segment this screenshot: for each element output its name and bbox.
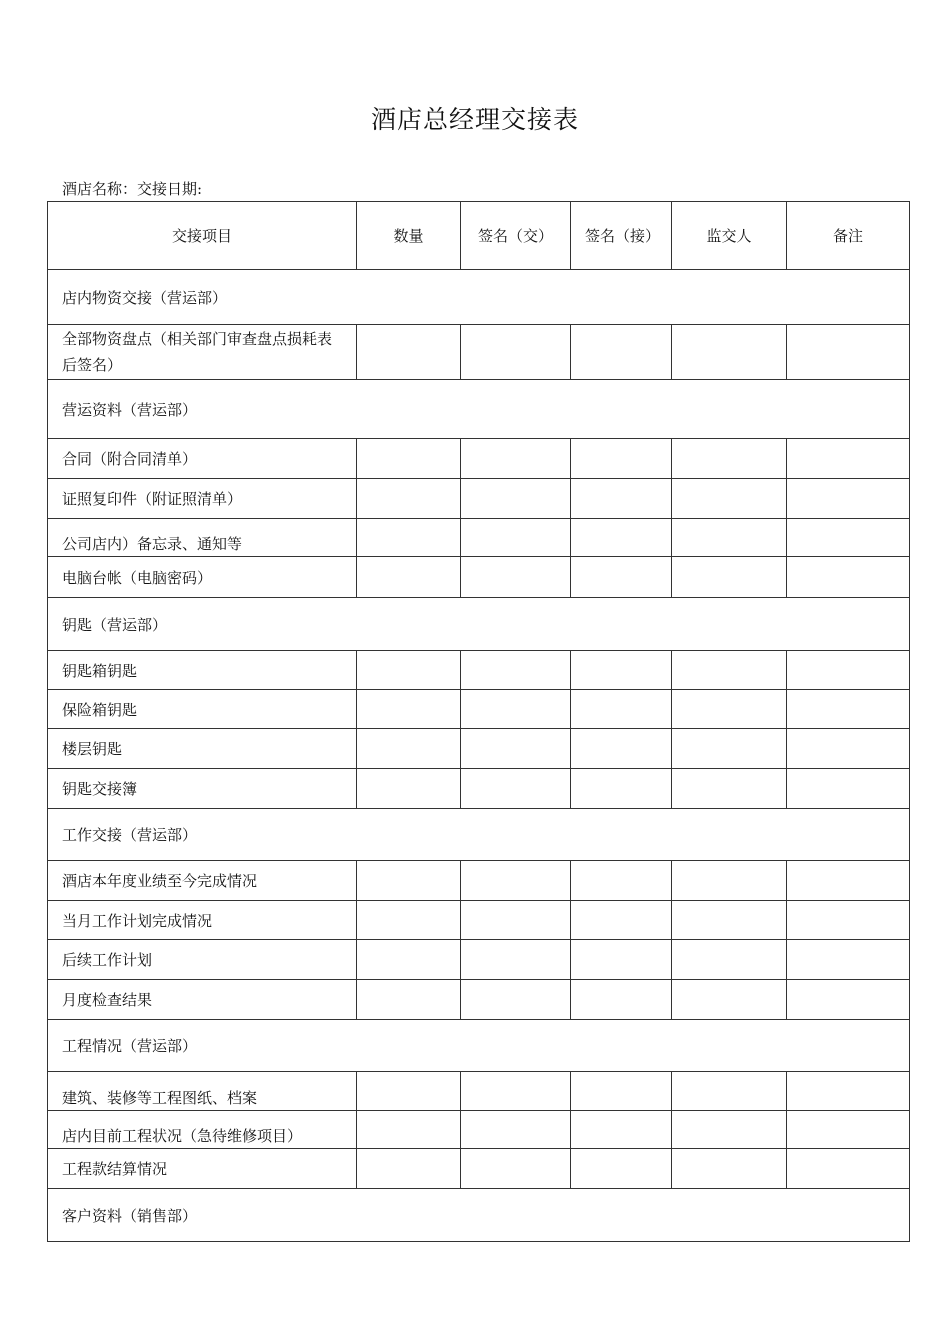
quantity-cell[interactable]	[357, 651, 461, 690]
table-row	[48, 439, 910, 479]
quantity-cell[interactable]	[357, 980, 461, 1020]
supervisor-cell[interactable]	[672, 439, 787, 479]
sign-receive-cell[interactable]	[571, 557, 672, 598]
remarks-cell[interactable]	[787, 519, 910, 557]
item-label: 合同（附合同清单）	[48, 439, 357, 479]
table-row	[48, 901, 910, 940]
item-label: 保险箱钥匙	[48, 690, 357, 729]
sign-hand-over-cell[interactable]	[461, 690, 571, 729]
table-row	[48, 940, 910, 980]
header-supervisor: 监交人	[672, 202, 787, 270]
item-label: 工程款结算情况	[48, 1149, 357, 1189]
remarks-cell[interactable]	[787, 901, 910, 940]
remarks-cell[interactable]	[787, 479, 910, 519]
remarks-cell[interactable]	[787, 1149, 910, 1189]
sign-receive-cell[interactable]	[571, 690, 672, 729]
sign-receive-cell[interactable]	[571, 861, 672, 901]
page-title: 酒店总经理交接表	[370, 105, 579, 134]
table-row	[48, 1072, 910, 1111]
quantity-cell[interactable]	[357, 690, 461, 729]
item-label: 月度检查结果	[48, 980, 357, 1020]
sign-hand-over-cell[interactable]	[461, 940, 571, 980]
sign-receive-cell[interactable]	[571, 439, 672, 479]
remarks-cell[interactable]	[787, 940, 910, 980]
supervisor-cell[interactable]	[672, 1072, 787, 1111]
quantity-cell[interactable]	[357, 1072, 461, 1111]
sign-hand-over-cell[interactable]	[461, 557, 571, 598]
sign-hand-over-cell[interactable]	[461, 901, 571, 940]
sign-receive-cell[interactable]	[571, 729, 672, 769]
table-row	[48, 519, 910, 557]
table-row	[48, 690, 910, 729]
sign-receive-cell[interactable]	[571, 519, 672, 557]
table-row	[48, 729, 910, 769]
quantity-cell[interactable]	[357, 325, 461, 380]
supervisor-cell[interactable]	[672, 901, 787, 940]
section-row	[48, 809, 910, 861]
table-row	[48, 325, 910, 380]
sign-hand-over-cell[interactable]	[461, 1072, 571, 1111]
header-sign-receive: 签名（接）	[571, 202, 672, 270]
header-remarks: 备注	[787, 202, 910, 270]
sign-hand-over-cell[interactable]	[461, 729, 571, 769]
section-label: 客户资料（销售部）	[48, 1189, 910, 1242]
item-label: 电脑台帐（电脑密码）	[48, 557, 357, 598]
supervisor-cell[interactable]	[672, 325, 787, 380]
supervisor-cell[interactable]	[672, 519, 787, 557]
sign-receive-cell[interactable]	[571, 769, 672, 809]
item-label: 店内目前工程状况（急待维修项目）	[48, 1111, 357, 1149]
sign-hand-over-cell[interactable]	[461, 861, 571, 901]
header-row	[48, 202, 910, 270]
item-label: 当月工作计划完成情况	[48, 901, 357, 940]
remarks-cell[interactable]	[787, 861, 910, 901]
sign-receive-cell[interactable]	[571, 651, 672, 690]
remarks-cell[interactable]	[787, 1072, 910, 1111]
remarks-cell[interactable]	[787, 651, 910, 690]
header-quantity: 数量	[357, 202, 461, 270]
item-label: 楼层钥匙	[48, 729, 357, 769]
supervisor-cell[interactable]	[672, 1111, 787, 1149]
table-row	[48, 769, 910, 809]
sign-receive-cell[interactable]	[571, 325, 672, 380]
quantity-cell[interactable]	[357, 901, 461, 940]
remarks-cell[interactable]	[787, 980, 910, 1020]
supervisor-cell[interactable]	[672, 980, 787, 1020]
sign-hand-over-cell[interactable]	[461, 980, 571, 1020]
quantity-cell[interactable]	[357, 1149, 461, 1189]
supervisor-cell[interactable]	[672, 769, 787, 809]
quantity-cell[interactable]	[357, 439, 461, 479]
supervisor-cell[interactable]	[672, 651, 787, 690]
sign-hand-over-cell[interactable]	[461, 325, 571, 380]
remarks-cell[interactable]	[787, 557, 910, 598]
sign-hand-over-cell[interactable]	[461, 1111, 571, 1149]
quantity-cell[interactable]	[357, 940, 461, 980]
supervisor-cell[interactable]	[672, 557, 787, 598]
hotel-name-date-line: 酒店名称：交接日期:	[62, 180, 203, 198]
table-row	[48, 651, 910, 690]
table-row	[48, 557, 910, 598]
supervisor-cell[interactable]	[672, 690, 787, 729]
item-label: 后续工作计划	[48, 940, 357, 980]
header-sign-hand-over: 签名（交）	[461, 202, 571, 270]
quantity-cell[interactable]	[357, 479, 461, 519]
sign-hand-over-cell[interactable]	[461, 439, 571, 479]
sign-hand-over-cell[interactable]	[461, 519, 571, 557]
section-label: 店内物资交接（营运部）	[48, 270, 910, 325]
item-label: 酒店本年度业绩至今完成情况	[48, 861, 357, 901]
section-label: 工作交接（营运部）	[48, 809, 910, 861]
supervisor-cell[interactable]	[672, 1149, 787, 1189]
sign-hand-over-cell[interactable]	[461, 651, 571, 690]
item-label: 建筑、装修等工程图纸、档案	[48, 1072, 357, 1111]
section-label: 营运资料（营运部）	[48, 380, 910, 439]
remarks-cell[interactable]	[787, 1111, 910, 1149]
supervisor-cell[interactable]	[672, 861, 787, 901]
sign-receive-cell[interactable]	[571, 1111, 672, 1149]
table-row	[48, 1111, 910, 1149]
quantity-cell[interactable]	[357, 519, 461, 557]
item-label: 钥匙交接簿	[48, 769, 357, 809]
table-row	[48, 479, 910, 519]
table-row	[48, 980, 910, 1020]
section-label: 钥匙（营运部）	[48, 598, 910, 651]
remarks-cell[interactable]	[787, 325, 910, 380]
sign-hand-over-cell[interactable]	[461, 479, 571, 519]
item-label: 公司店内）备忘录、通知等	[48, 519, 357, 557]
section-row	[48, 380, 910, 439]
remarks-cell[interactable]	[787, 690, 910, 729]
section-row	[48, 270, 910, 325]
remarks-cell[interactable]	[787, 769, 910, 809]
sign-receive-cell[interactable]	[571, 1149, 672, 1189]
item-label: 全部物资盘点（相关部门审查盘点损耗表后签名）	[48, 325, 357, 380]
sign-hand-over-cell[interactable]	[461, 769, 571, 809]
supervisor-cell[interactable]	[672, 940, 787, 980]
table-row	[48, 861, 910, 901]
sign-receive-cell[interactable]	[571, 980, 672, 1020]
section-row	[48, 598, 910, 651]
sign-receive-cell[interactable]	[571, 1072, 672, 1111]
supervisor-cell[interactable]	[672, 479, 787, 519]
section-label: 工程情况（营运部）	[48, 1020, 910, 1072]
item-label: 证照复印件（附证照清单）	[48, 479, 357, 519]
table-row	[48, 1149, 910, 1189]
supervisor-cell[interactable]	[672, 729, 787, 769]
section-row	[48, 1189, 910, 1242]
item-label: 钥匙箱钥匙	[48, 651, 357, 690]
quantity-cell[interactable]	[357, 861, 461, 901]
quantity-cell[interactable]	[357, 1111, 461, 1149]
sign-receive-cell[interactable]	[571, 901, 672, 940]
sign-receive-cell[interactable]	[571, 940, 672, 980]
header-item: 交接项目	[48, 202, 357, 270]
quantity-cell[interactable]	[357, 729, 461, 769]
sign-receive-cell[interactable]	[571, 479, 672, 519]
handover-table	[47, 201, 910, 1242]
sign-hand-over-cell[interactable]	[461, 1149, 571, 1189]
remarks-cell[interactable]	[787, 729, 910, 769]
quantity-cell[interactable]	[357, 557, 461, 598]
section-row	[48, 1020, 910, 1072]
quantity-cell[interactable]	[357, 769, 461, 809]
remarks-cell[interactable]	[787, 439, 910, 479]
